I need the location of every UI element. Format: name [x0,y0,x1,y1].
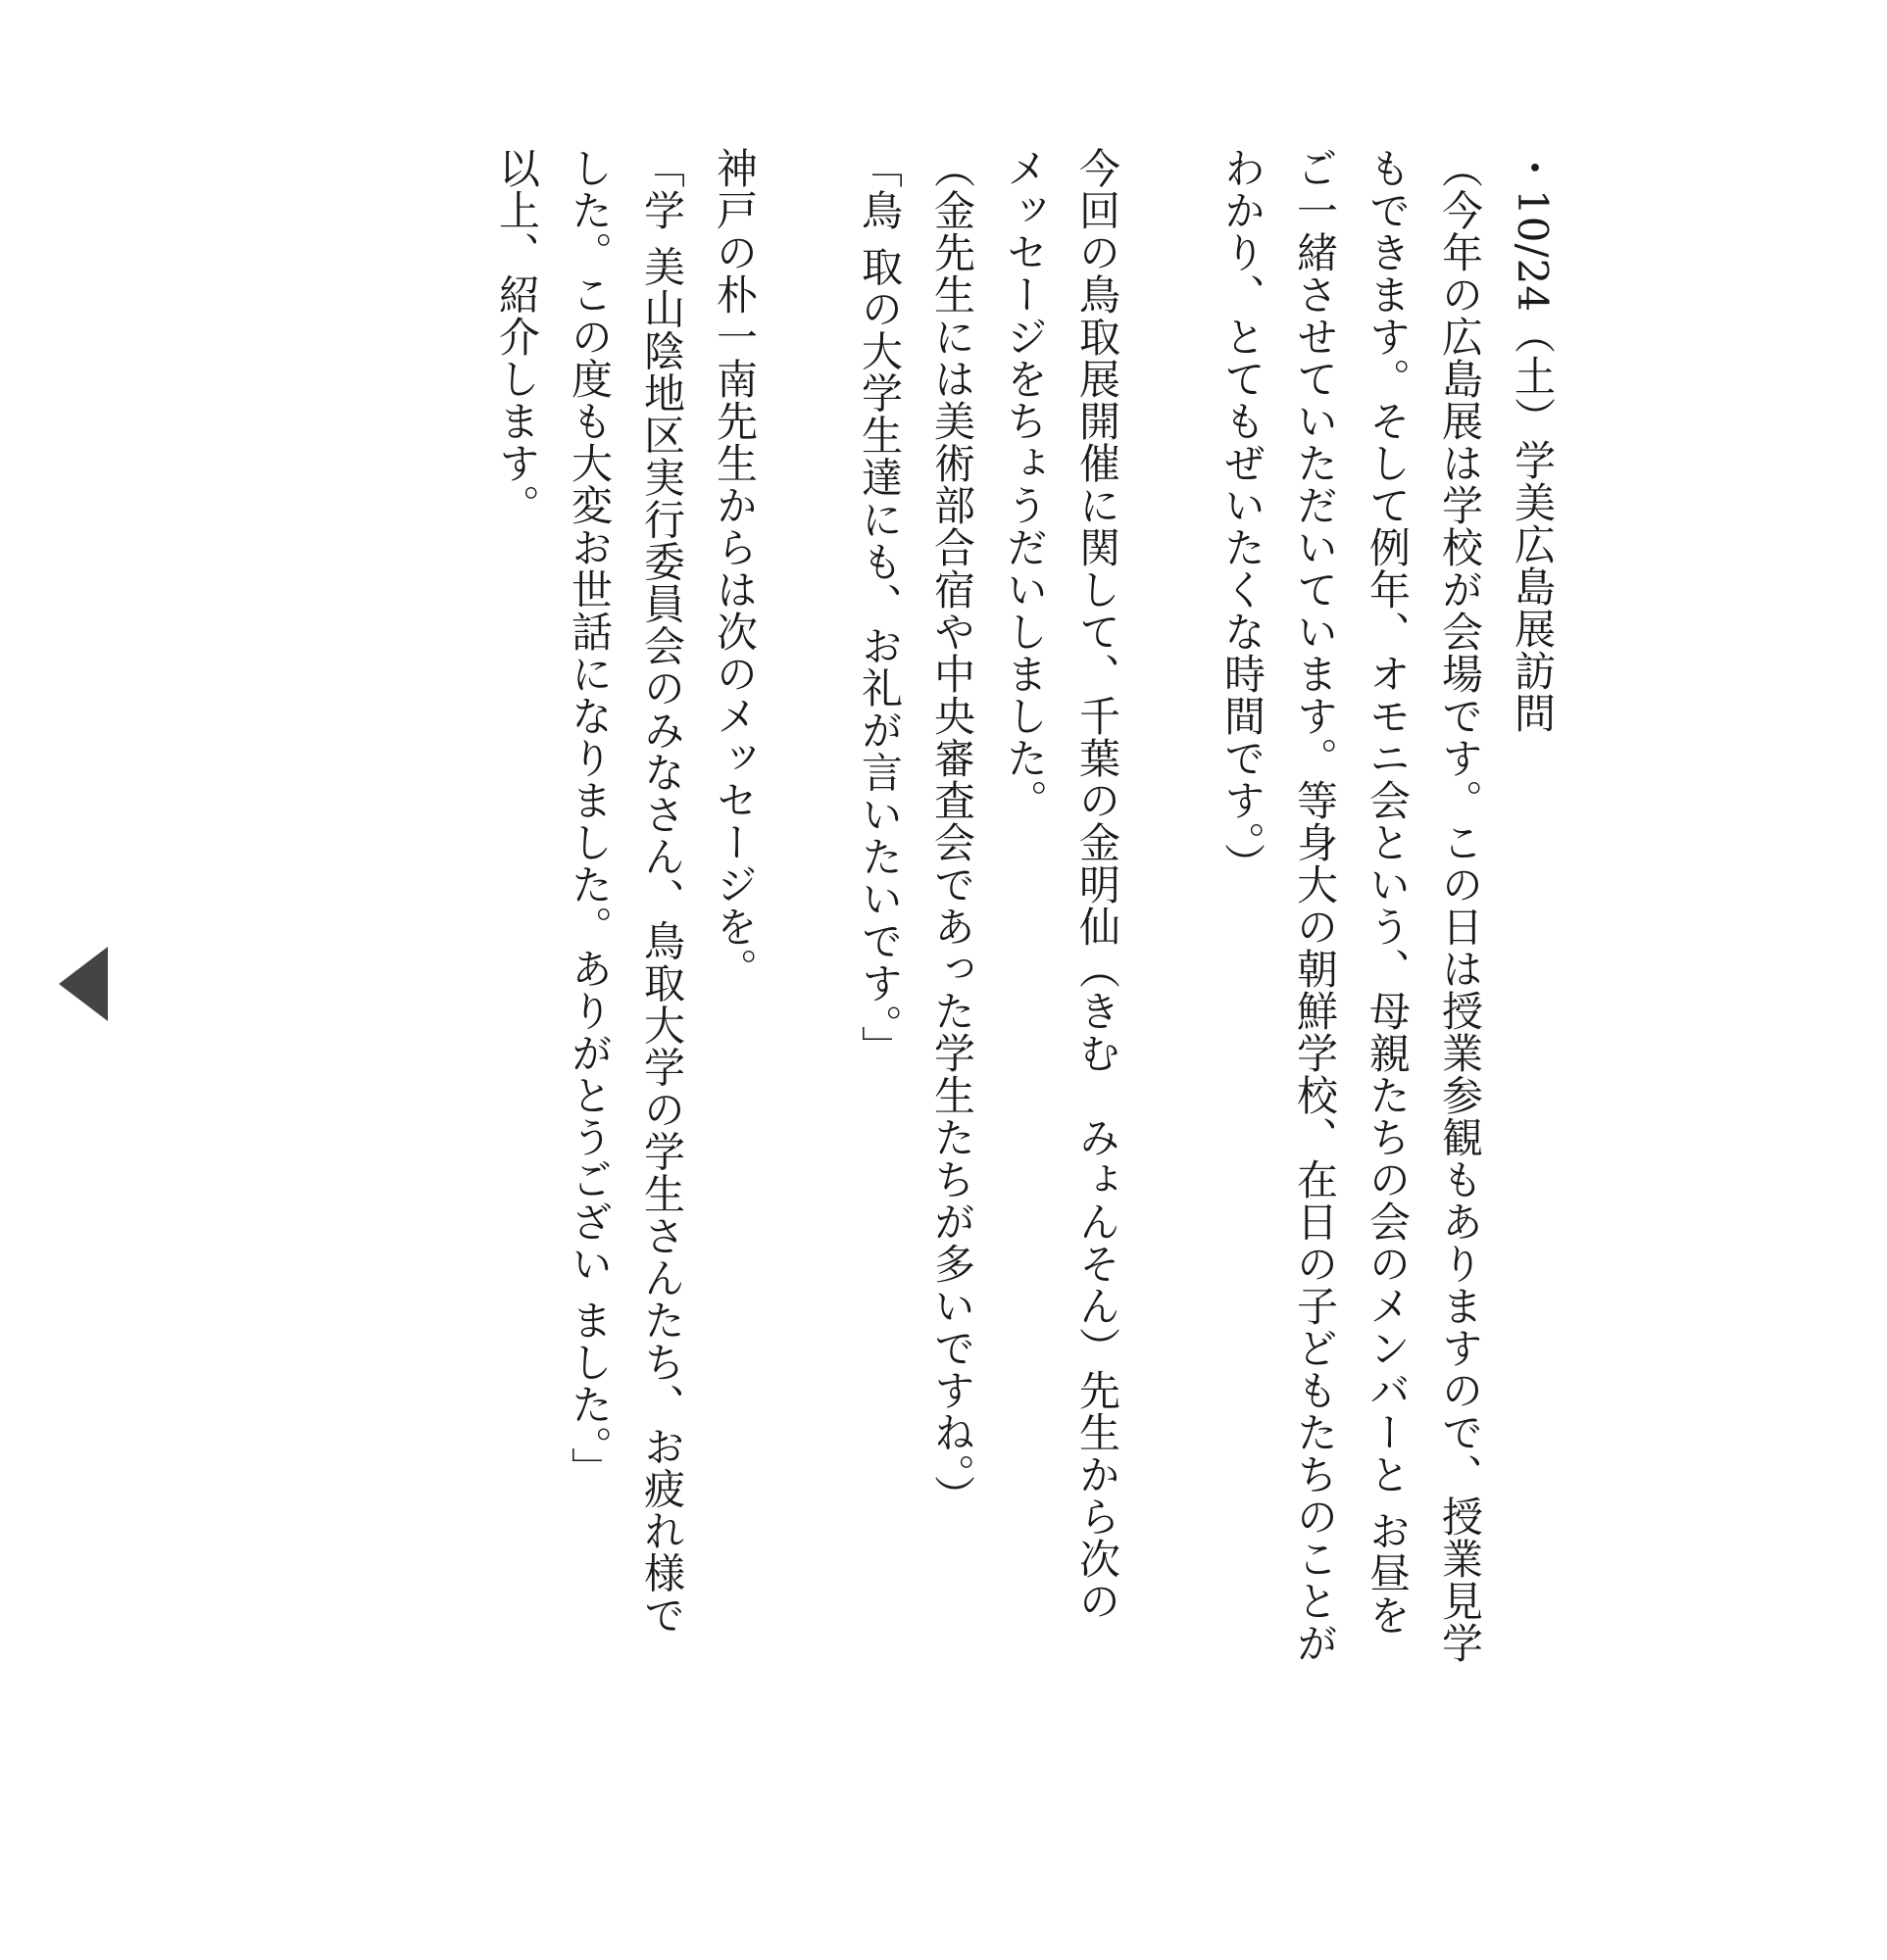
tottori-line-2: メッセージをちょうだいしました。 [1001,147,1049,821]
paragraph-gap [1133,147,1206,1872]
tottori-line-4: 「鳥 取の大学生達にも、お礼が言いたいです。」 [856,147,904,1068]
hiroshima-line-2: もできます。そして例年、オモニ会という、母親たちの会のメンバーと お昼を [1364,147,1412,1637]
tottori-line-1: 今回の鳥取展開催に関して、千葉の金明仙（きむ みょんそん）先生から次の [1073,147,1121,1622]
hiroshima-line-3: ご一緒させていただいています。等身大の朝鮮学校、在日の子どもたちのことが [1291,147,1339,1664]
kobe-line-2: 「学 美山陰地区実行委員会のみなさん、鳥取大学の学生さんたち、お疲れ様で [638,147,686,1637]
tottori-line-3: （金先生には美術部合宿や中央審査会であった学生たちが多いですね。） [928,147,976,1517]
kobe-line-1: 神戸の朴一南先生からは次のメッセージを。 [711,147,759,990]
vertical-text-body [480,147,1568,1872]
heading-hiroshima-visit: ・10/24（土）学美広島展訪問 [1509,147,1557,735]
hiroshima-line-4: わかり、とてもぜいたくな時間です。） [1218,147,1266,885]
paragraph-gap [770,147,843,1872]
hiroshima-line-1: （今年の広島展は学校が会場です。この日は授業参観もありますので、授業見学 [1436,147,1484,1664]
triangle-left-icon[interactable] [59,947,108,1021]
closing-line: 以上、紹介します。 [493,147,541,526]
kobe-line-3: した。この度も大変お世話になりました。ありがとうござい ました。」 [566,147,614,1490]
